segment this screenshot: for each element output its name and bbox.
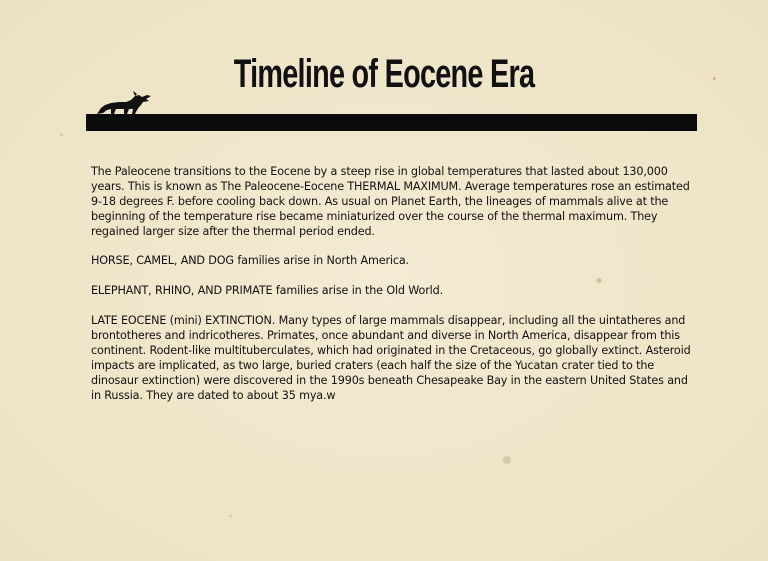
- title-divider-bar: [86, 114, 697, 131]
- triceratops-icon: [95, 90, 153, 116]
- slide-title: Timeline of Eocene Era: [233, 52, 535, 96]
- paragraph-old-world: ELEPHANT, RHINO, AND PRIMATE families arise in the Old World.: [91, 284, 444, 298]
- paragraph-north-america: HORSE, CAMEL, AND DOG families arise in North America.: [91, 254, 409, 268]
- paragraph-late-eocene-extinction: LATE EOCENE (mini) EXTINCTION. Many types of large mammals disappear, including all the uintatheres and brontotheres and indricotheres. Primates, once abundant and diverse in North America, disappear from this continent. Rodent-like multituberculates, which had originated in the Cretaceous, go globally extinct. Asteroid impacts are implicated, as two large, buried craters (each half the size of the Yucatan crater tied to the dinosaur extinction) were discovered in the 1990s beneath Chesapeake Bay in the eastern United States and in Russia. They are dated to about 35 mya.w: [91, 314, 691, 402]
- body-text: [91, 165, 697, 418]
- paragraph-paleocene-eocene: The Paleocene transitions to the Eocene by a steep rise in global temperatures that lasted about 130,000 years. This is known as The Paleocene-Eocene THERMAL MAXIMUM. Average temperatures rose an estimated 9-18 degrees F. before cooling back down. As usual on Planet Earth, the lineages of mammals alive at the beginning of the temperature rise became miniaturized over the course of the thermal maximum. They regained larger size after the thermal period ended.: [91, 165, 690, 238]
